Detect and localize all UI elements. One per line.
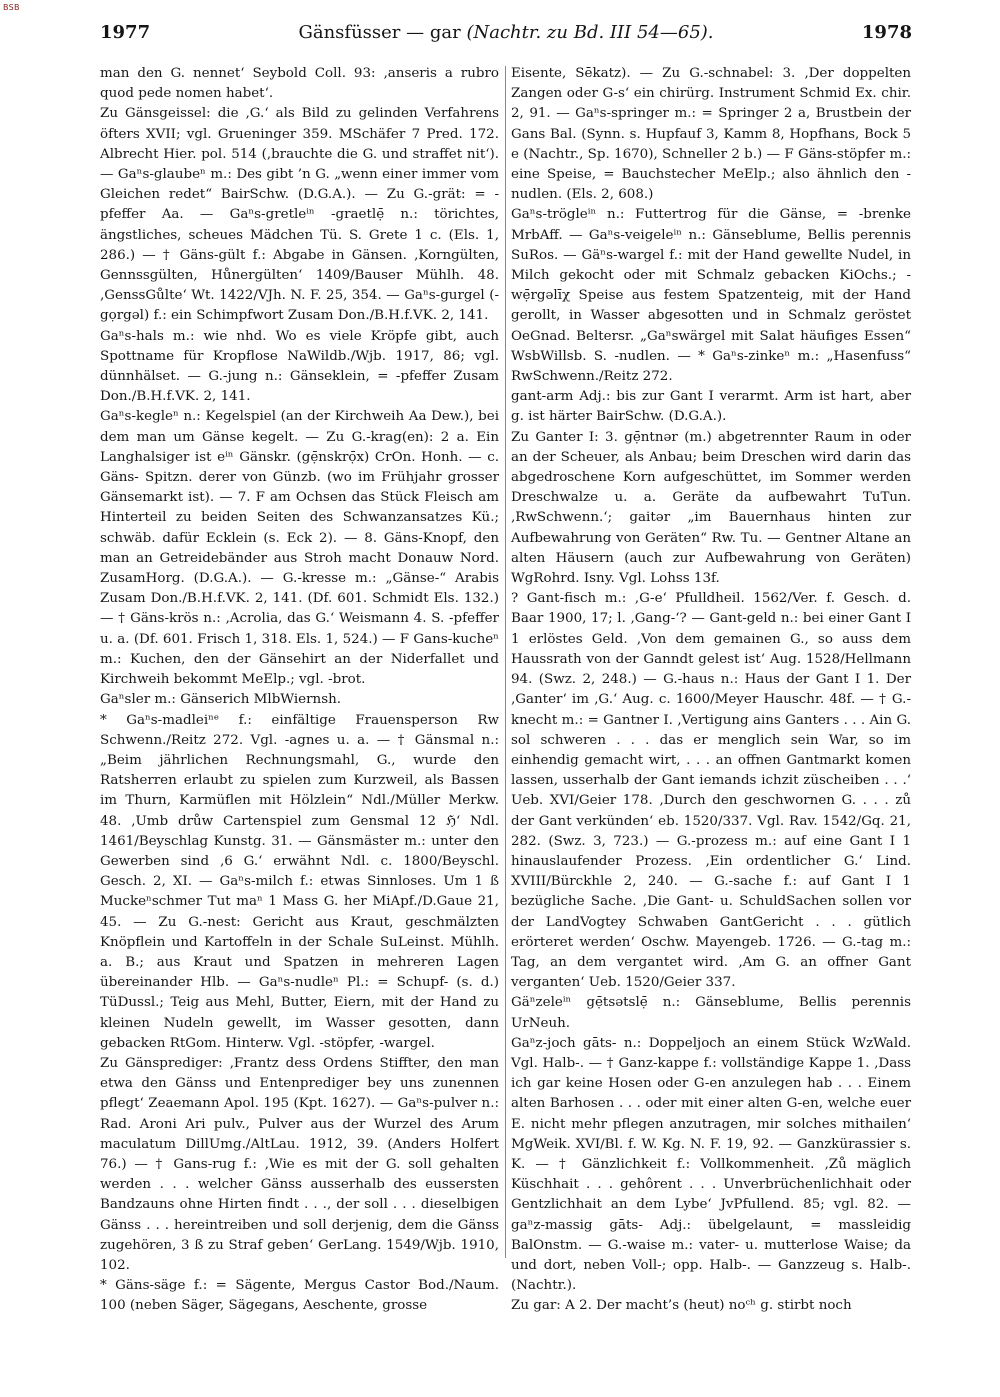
title-note: (Nachtr. zu Bd. III 54—65). — [466, 22, 714, 43]
entry-paragraph: Zu Gänsgeissel: die ‚G.‘ als Bild zu gelinden Verfahrens öfters XVII; vgl. Grueninger 359. MSchäfer 7 Pred. 172. Albrecht Hier. pol. 514 (‚brauchte die G. und straffet nit‘). — Gaⁿs-glaubeⁿ m.: Des gibt ’n G. „wenn einer immer vom Gleichen redet“ BairSchw. (D.G.A.). — Zu G.-grät: = -pfeffer Aa. — Gaⁿs-gretleⁱⁿ -graetlẹ̄ n.: törichtes, ängstliches, scheues Mädchen Tü. S. Grete 1 c. (Els. 1, 286.) — † Gäns-gült f.: Abgabe in Gänsen. ‚Korngülten, Gennssgülten, Hůnergülten‘ 1409/Bauser Mühlh. 48. ‚GenssGůlte‘ Wt. 1422/VJh. N. F. 25, 354. — Gaⁿs-gurgel (-gọrgəl) f.: ein Schimpfwort Zusam Don./B.H.f.VK. 2, 141. — [100, 106, 499, 324]
entry-paragraph: Gaⁿs-hals m.: wie nhd. Wo es viele Kröpfe gibt, auch Spottname für Kropflose NaWildb./Wjb. 1917, 86; vgl. dünnhälset. — G.-jung n.: Gänseklein, = -pfeffer Zusam Don./B.H.f.VK. 2, 141. — [100, 328, 499, 405]
title-main: Gänsfüsser — gar — [298, 22, 461, 43]
library-mark: BSB — [3, 3, 20, 12]
page-number-right: 1978 — [861, 22, 912, 43]
entry-paragraph: * Gaⁿs-madleiⁿᵉ f.: einfältige Frauensperson Rw Schwenn./Reitz 272. Vgl. -agnes u. a. — † Gänsmal n.: „Beim jährlichen Rechnungsmahl, G., wurde den Ratsherren erlaubt zu spielen zum Kurzweil, als Bassen im Thurn, Karmüflen mit Hölzlein“ Ndl./Müller Merkw. 48. ‚Umb drůw Cartenspiel zum Gensmal 12 ℌ‘ Ndl. 1461/Beyschlag Kunstg. 31. — Gänsmäster m.: unter den Gewerben sind ‚6 G.‘ erwähnt Ndl. c. 1800/Beyschl. Gesch. 2, XI. — Gaⁿs-milch f.: etwas Sinnloses. Um 1 ß Muckeⁿschmer Tut maⁿ 1 Mass G. her MiApf./D.Gaue 21, 45. — Zu G.-nest: Gericht aus Kraut, geschmälzten Knöpflein und Kartoffeln in der Schale SuLeinst. Mühlh. a. B.; aus Kraut und Spatzen in mehreren Lagen übereinander Hlb. — Gaⁿs-nudleⁿ Pl.: = Schupf- (s. d.) TüDussl.; Teig aus Mehl, Butter, Eiern, mit der Hand zu kleinen Nudeln gewellt, im Wasser gesotten, dann gebacken RtGom. Hinterw. Vgl. -stöpfer, -wargel. — [100, 712, 499, 1051]
right-column — [511, 64, 911, 1317]
entry-paragraph: Gaⁿs-trögleⁱⁿ n.: Futtertrog für die Gänse, = -brenke MrbAff. — Gaⁿs-veigeleⁱⁿ n.: Gänseblume, Bellis perennis SuRos. — Gäⁿs-wargel f.: mit der Hand gewellte Nudel, in Milch gekocht oder mit Schmalz gebacken KiOchs.; -wẹ̄rgəlīχ Speise aus festem Spatzenteig, mit der Hand gerollt, in Wasser abgesotten und in Schmalz geröstet OeGnad. Beltersr. „Gaⁿswärgel mit Salat häufiges Essen“ WsbWillsb. S. -nudlen. — * Gaⁿs-zinkeⁿ m.: „Hasenfuss“ RwSchwenn./Reitz 272. — [511, 207, 911, 385]
entry-paragraph: Zu Gänsprediger: ‚Frantz dess Ordens Stiffter, den man etwa den Gänss und Entenprediger bey uns zunennen pflegt‘ Zeaemann Apol. 195 (Kpt. 1627). — Gaⁿs-pulver n.: Rad. Aroni Ari pulv., Pulver aus der Wurzel des Arum maculatum DillUmg./AltLau. 1912, 39. (Anders Holfert 76.) — † Gans-rug f.: ‚Wie es mit der G. soll gehalten werden . . . welcher Gänss ausserhalb des eussersten Bandzauns ohne Hirten findt . . ., der soll . . . dieselbigen Gänss . . . hereintreiben und soll derjenig, dem die Gänss zugehören, 3 ß zu Straf geben‘ GerLang. 1549/Wjb. 1910, 102. — [100, 1055, 499, 1273]
entry-paragraph: Zu Ganter I: 3. gẹ̄ntnər (m.) abgetrennter Raum in oder an der Scheuer, als Anbau; beim Dreschen wird darin das abgedroschene Korn aufgeschüttet, im Sommer werden Dreschwalze u. a. Geräte da aufbewahrt TuTun. ‚RwSchwenn.‘; gaitər „im Bauernhaus hinten zur Aufbewahrung von Geräten“ Rw. Tu. — Gentner Altane an alten Häusern (auch zur Aufbewahrung von Geräten) WgRohrd. Isny. Vgl. Lohss 13f. — [511, 429, 911, 587]
entry-paragraph: gant-arm Adj.: bis zur Gant I verarmt. Arm ist hart, aber g. ist härter BairSchw. (D.G.A.). — [511, 389, 911, 425]
running-title — [100, 22, 912, 43]
entry-paragraph: Eisente, Sēkatz). — Zu G.-schnabel: 3. ‚Der doppelten Zangen oder G-s‘ ein chirürg. Instrument Schmid Ex. chir. 2, 91. — Gaⁿs-springer m.: = Springer 2 a, Brustbein der Gans Bal. (Synn. s. Hupfauf 3, Kamm 8, Hopfhans, Bock 5 e (Nachtr., Sp. 1670), Schneller 2 b.) — F Gäns-stöpfer m.: eine Speise, = Bauchstecher MeElp.; also ähnlich den -nudlen. (Els. 2, 608.) — [511, 66, 911, 203]
entry-paragraph: Zu gar: A 2. Der macht’s (heut) noᶜʰ g. stirbt noch — [511, 1298, 852, 1314]
entry-paragraph: ? Gant-fisch m.: ‚G-e‘ Pfulldheil. 1562/Ver. f. Gesch. d. Baar 1900, 17; l. ‚Gang-‘? — Gant-geld n.: bei einer Gant I 1 erlöstes Geld. ‚Von dem gemainen G., so auss dem Haussrath von der Ganndt gelest ist‘ Aug. 1528/Hellmann 94. (Swz. 2, 248.) — G.-haus n.: Haus der Gant I 1. Der ‚Ganter‘ im ‚G.‘ Aug. c. 1600/Meyer Hauschr. 48f. — † G.-knecht m.: = Gantner I. ‚Vertigung ains Ganters . . . Ain G. sol schweren . . . das er menglich sein War, so im einhendig gemacht wirt, . . . an offnen Gantmarkt komen lassen, usserhalb der Gant iemands ichzit züscheiben . . .‘ Ueb. XVI/Geier 178. ‚Durch den geschwornen G. . . . zů der Gant verkünden‘ eb. 1520/337. Vgl. Rav. 1542/Gq. 21, 282. (Swz. 3, 723.) — G.-prozess m.: auf eine Gant I 1 hinauslaufender Prozess. ‚Ein ordentlicher G.‘ Lind. XVIII/Bürckhle 2, 240. — G.-sache f.: auf Gant I 1 bezügliche Sache. ‚Die Gant- u. SchuldSachen sollen vor der LandVogtey Schwaben GantGericht . . . gütlich erörteret werden‘ Oschw. Mayengeb. 1726. — G.-tag m.: Tag, an dem vergantet wird. ‚Am G. an offner Gant verganten‘ Ueb. 1520/Geier 337. — [511, 591, 911, 991]
left-column — [100, 64, 499, 1317]
entry-paragraph: Gaⁿz-joch gāts- n.: Doppeljoch an einem Stück WzWald. Vgl. Halb-. — † Ganz-kappe f.: vollständige Kappe 1. ‚Dass ich gar keine Hosen oder G-en anzulegen hab . . . Einem alten Barhosen . . . oder mit einer alten G-en, welche euer E. nicht mehr pflegen anzutragen, mir solches mithailen‘ MgWeik. XVI/Bl. f. W. Kg. N. F. 19, 92. — Ganzkürassier s. K. — † Gänzlichkeit f.: Vollkommenheit. ‚Zů mäglich Küschhait . . . gehôrent . . . Unverbrüchenlichhait oder Gentzlichhait an dem Lybe‘ JvPfullend. 85; vgl. 82. — gaⁿz-massig gāts- Adj.: übelgelaunt, = massleidig BalOnstm. — G.-waise m.: vater- u. mutterlose Waise; da und dort, neben Voll-; opp. Halb-. — Ganzzeug s. Halb-. (Nachtr.). — [511, 1035, 911, 1294]
entry-paragraph: * Gäns-säge f.: = Sägente, Mergus Castor Bod./Naum. 100 (neben Säger, Sägegans, Aeschente, grosse — [100, 1278, 499, 1314]
column-divider — [505, 66, 506, 1258]
entry-paragraph: Gaⁿs-kegleⁿ n.: Kegelspiel (an der Kirchweih Aa Dew.), bei dem man um Gänse kegelt. — Zu G.-krag(en): 2 a. Ein Langhalsiger ist eⁱⁿ Gänskr. (gẹ̄nskrọ̄x) CrOn. Honh. — c. Gäns- Spitzn. derer von Günzb. (wo im Frühjahr grosser Gänsemarkt ist). — 7. F am Ochsen das Stück Fleisch am Hinterteil zu beiden Seiten des Schwanzansatzes Kü.; schwäb. dafür Ecklein (s. Eck 2). — 8. Gäns-Knopf, den man an Getreidebänder aus Stroh macht Donauw Nord. ZusamHorg. (D.G.A.). — G.-kresse m.: „Gänse-“ Arabis Zusam Don./B.H.f.VK. 2, 141. (Df. 601. Schmidt Els. 132.) — † Gäns-krös n.: ‚Acrolia, das G.‘ Weismann 4. S. -pfeffer u. a. (Df. 601. Frisch 1, 318. Els. 1, 524.) — F Gans-kucheⁿ m.: Kuchen, den der Gänsehirt an der Niderfallet und Kirchweih bekommt MeElp.; vgl. -brot. — [100, 409, 499, 688]
page-number-left: 1977 — [100, 22, 151, 43]
entry-paragraph: man den G. nennet‘ Seybold Coll. 93: ‚anseris a rubro quod pede nomen habet‘. — [100, 66, 499, 102]
entry-paragraph: Gäⁿzeleⁱⁿ gẹ̄tsətslẹ̄ n.: Gänseblume, Bellis perennis UrNeuh. — [511, 995, 911, 1031]
entry-paragraph: Gaⁿsler m.: Gänserich MlbWiernsh. — [100, 692, 342, 708]
running-header — [100, 22, 912, 52]
